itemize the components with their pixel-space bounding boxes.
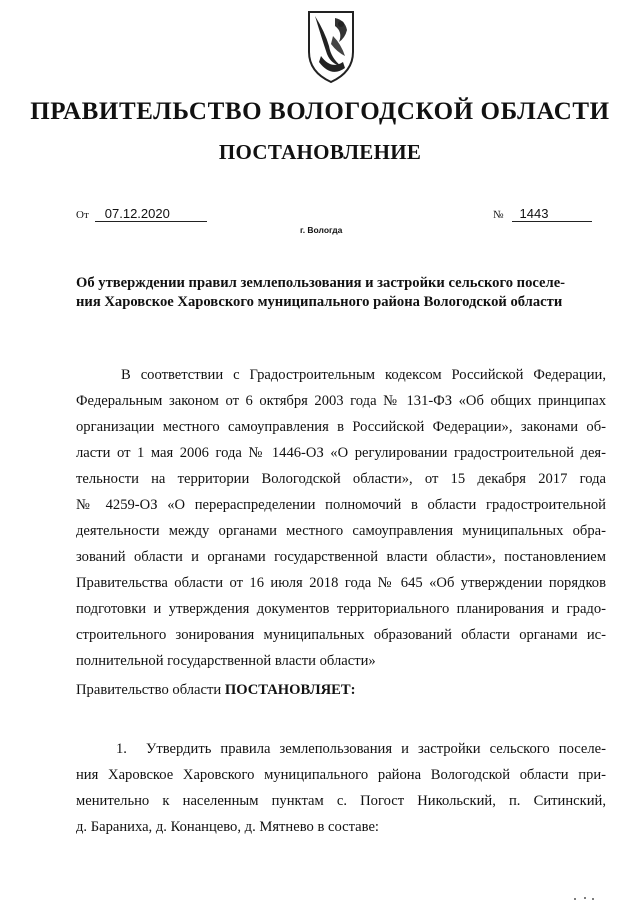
coat-of-arms-icon	[301, 6, 361, 86]
preamble-line: ласти от 1 мая 2006 года № 1446-ОЗ «О регулировании градостроительной дея-	[76, 445, 606, 461]
clause-number: 1.	[116, 741, 127, 757]
preamble-line: деятельности между органами местного самоуправления муниципальных обра-	[76, 523, 606, 539]
preamble-line: Правительства области от 16 июля 2018 года № 645 «Об утверждении порядков	[76, 575, 606, 591]
preamble-line: В соответствии с Градостроительным кодексом Российской Федерации,	[121, 367, 606, 383]
preamble-line: Федеральным законом от 6 октября 2003 года № 131-ФЗ «Об общих принципах	[76, 393, 606, 409]
number-prefix: №	[493, 209, 504, 221]
preamble-line: организации местного самоуправления в Российской Федерации», законами об-	[76, 419, 606, 435]
clause-1	[76, 736, 606, 840]
preamble-line: строительного зонирования муниципальных образований области органами ис-	[76, 627, 606, 643]
document-type: ПОСТАНОВЛЕНИЕ	[218, 140, 422, 164]
document-number: 1443	[512, 206, 592, 222]
subject-line: Об утверждении правил землепользования и застройки сельского поселе-	[76, 275, 566, 291]
document-subject	[76, 274, 606, 312]
clause-1-first-line	[76, 736, 606, 762]
preamble-paragraph	[76, 362, 606, 674]
government-title: ПРАВИТЕЛЬСТВО ВОЛОГОДСКОЙ ОБЛАСТИ	[30, 98, 610, 125]
resolution-prefix: Правительство области	[76, 682, 225, 698]
resolution-keyword: ПОСТАНОВЛЯЕТ:	[224, 682, 356, 698]
scan-artifact	[592, 898, 594, 900]
clause-line: менительно к населенным пунктам с. Погост Никольский, п. Ситинский,	[76, 793, 606, 809]
preamble-line: № 4259-ОЗ «О перераспределении полномочий в области градостроительной	[76, 497, 606, 513]
scan-artifact	[584, 897, 586, 899]
date-prefix: От	[76, 209, 89, 221]
city-label: г. Вологда	[300, 225, 343, 235]
preamble-line: тельности на территории Вологодской области», от 15 декабря 2017 года	[76, 471, 606, 487]
resolution-statement	[76, 680, 355, 700]
document-date: 07.12.2020	[95, 206, 207, 222]
clause-line: д. Бараниха, д. Конанцево, д. Мятнево в составе:	[76, 819, 379, 835]
preamble-line: подготовки и утверждения документов территориального планирования и градо-	[76, 601, 606, 617]
preamble-line: зований области и органами государственной власти области», постановлением	[76, 549, 606, 565]
subject-line: ния Харовское Харовского муниципального района Вологодской области	[76, 294, 563, 310]
document-number-row	[493, 206, 592, 222]
scan-artifact	[574, 898, 576, 900]
clause-line: ния Харовское Харовского муниципального района Вологодской области при-	[76, 767, 606, 783]
preamble-line: полнительной государственной власти области»	[76, 653, 376, 669]
document-date-row	[76, 206, 207, 222]
clause-line: Утвердить правила землепользования и застройки сельского поселе-	[146, 741, 606, 757]
